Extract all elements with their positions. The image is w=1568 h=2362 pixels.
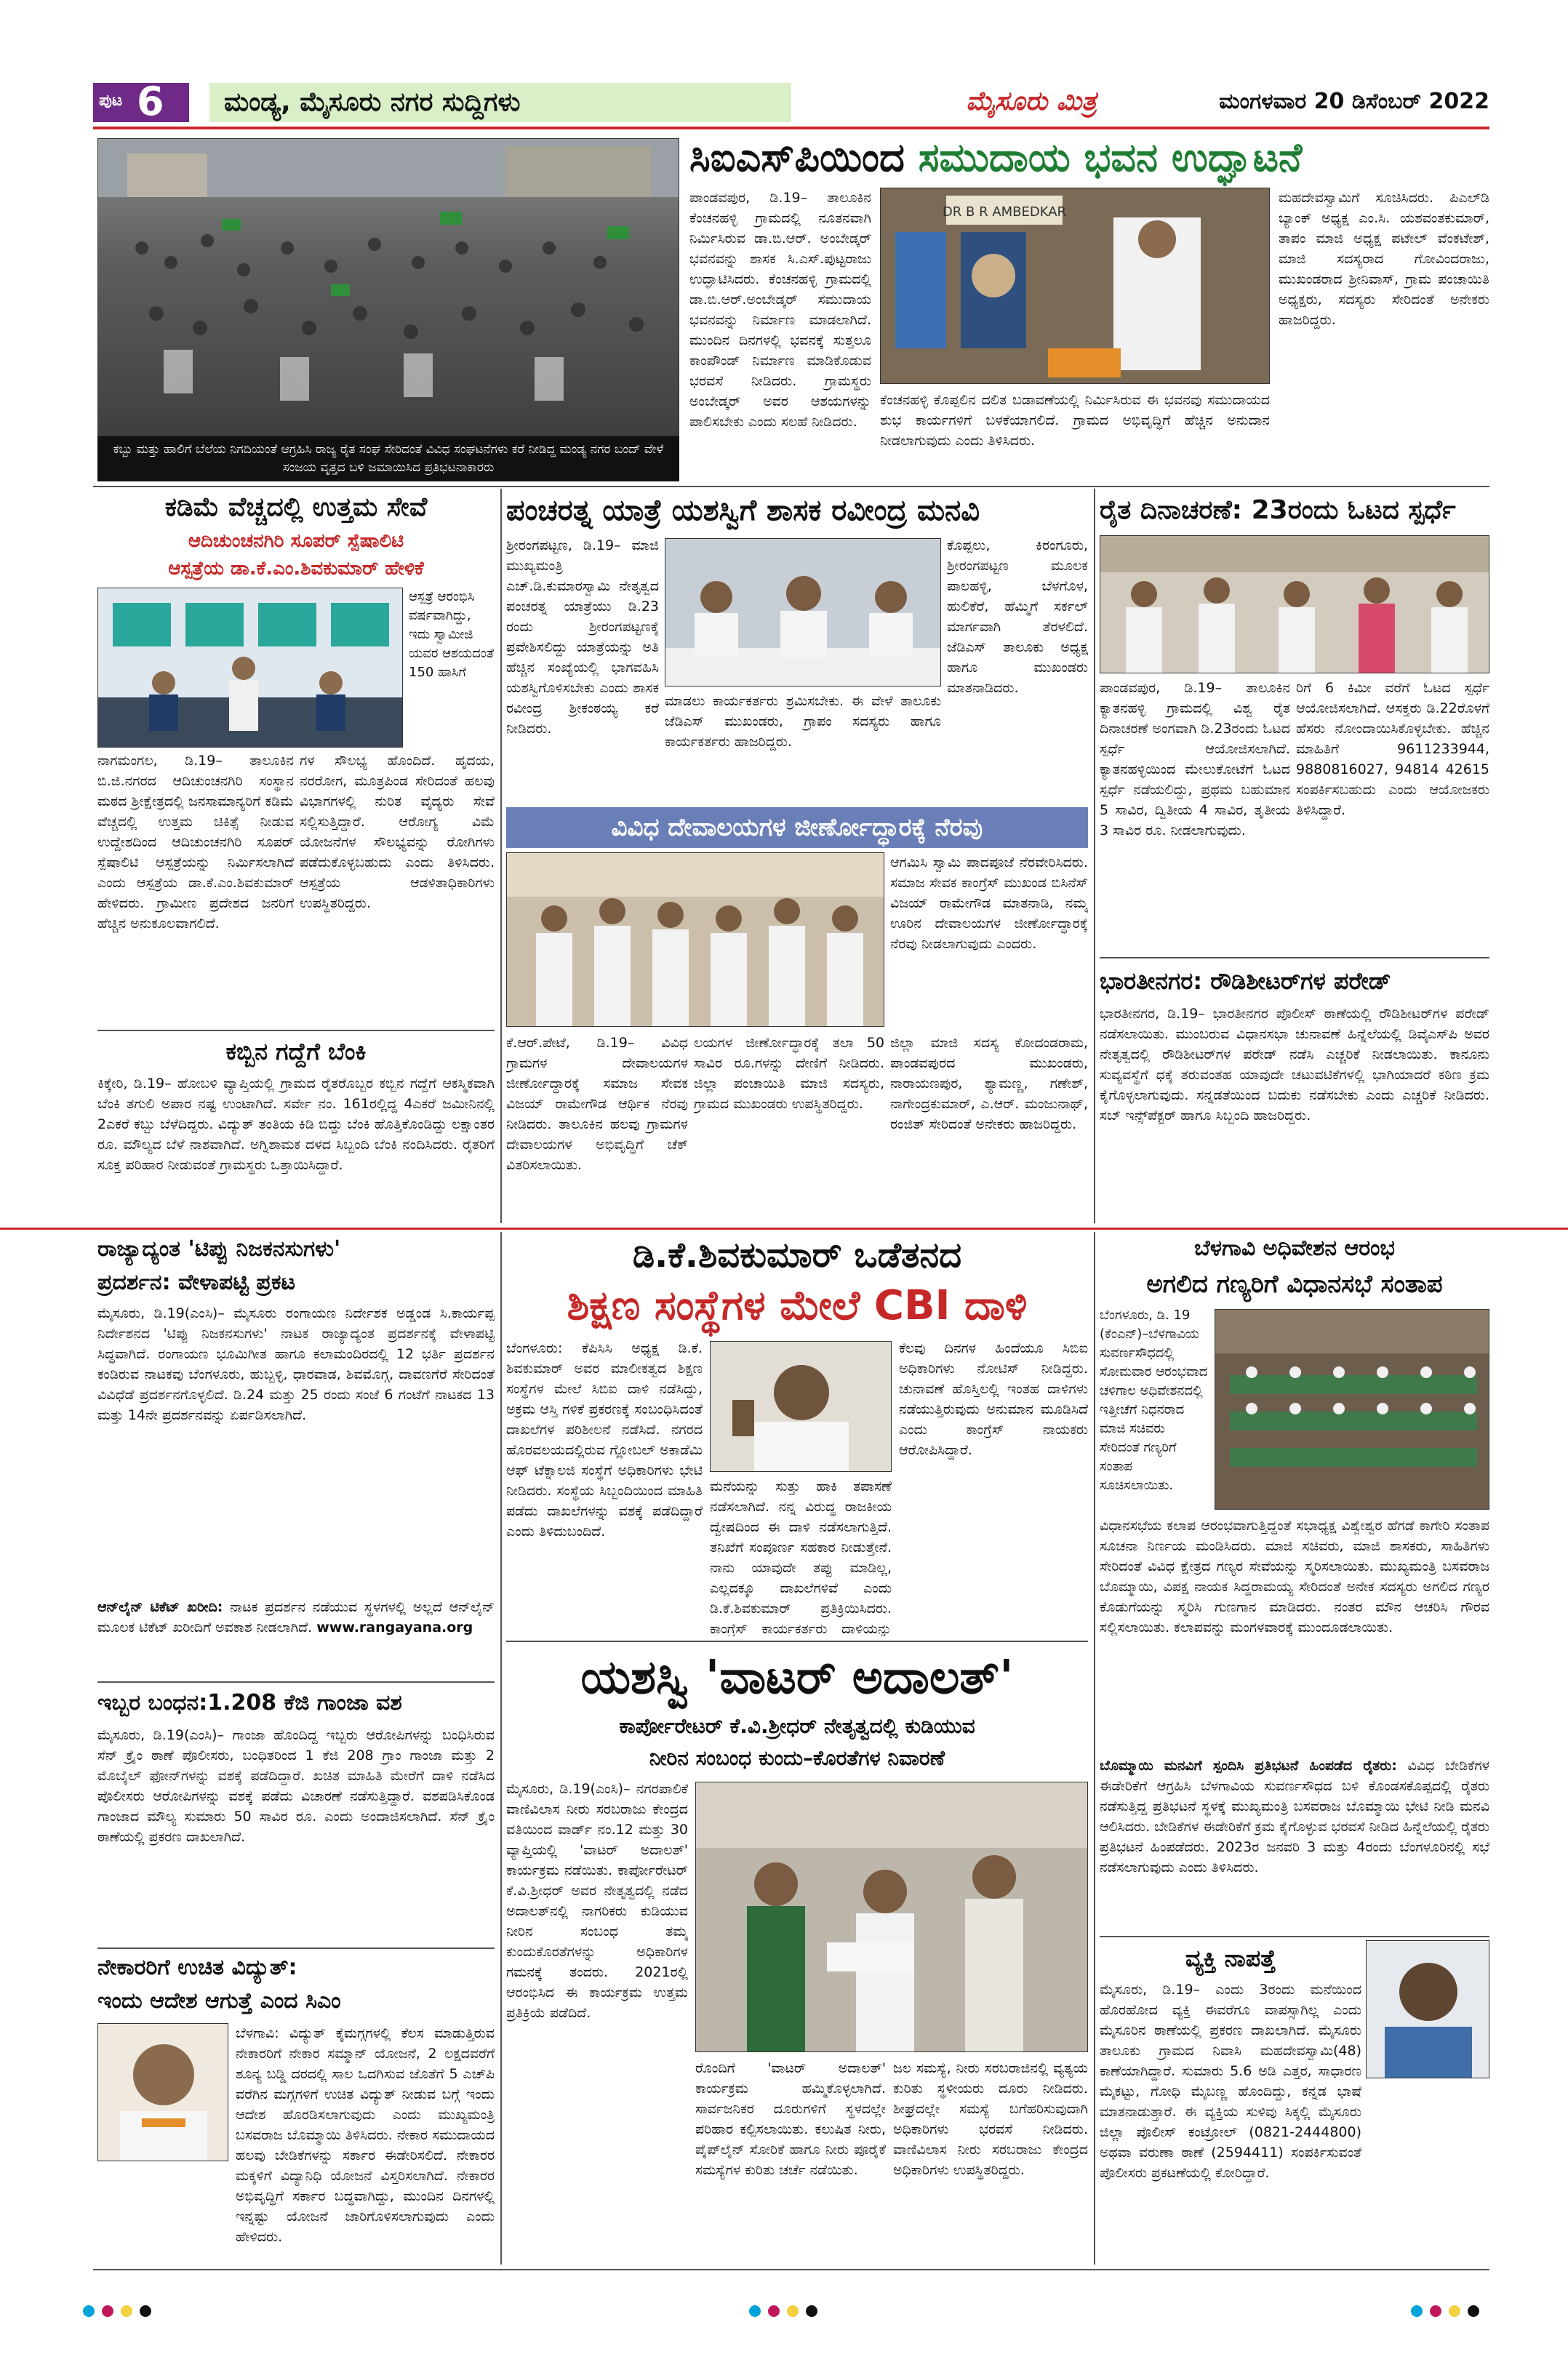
rule-v-c xyxy=(500,1232,502,2265)
dot-yellow xyxy=(787,2305,799,2317)
story9-headline: ಇಬ್ಬರ ಬಂಧನ:1.208 ಕೆಜಿ ಗಾಂಜಾ ವಶ xyxy=(97,1690,402,1716)
rule-mid-section xyxy=(0,1228,1568,1230)
story1-headline-a: ಸಿಐಎಸ್‌ಪಿಯಿಂದ xyxy=(689,135,905,180)
story4-col1: ಪಾಂಡವಪುರ, ಡಿ.19– ತಾಲೂಕಿನ ಕ್ಯಾತನಹಳ್ಳಿ ಗ್ರಾಮದಲ್ಲಿ ವಿಶ್ವ ರೈತ ದಿನಾಚರಣೆ ಅಂಗವಾಗಿ ಡಿ.23ರಂದು ಓಟದ ಸ್ಪರ್ಧೆ ಆಯೋಜಿಸಲಾಗಿದೆ. ಕ್ಯಾತನಹಳ್ಳಿಯಿಂದ ಮೇಲುಕೋಟೆಗೆ ಓಟದ ಸ್ಪರ್ಧೆ ನಡೆಯಲಿದ್ದು, ಪ್ರಥಮ ಬಹುಮಾನ 5 ಸಾವಿರ, ದ್ವಿತೀಯ 4 ಸಾವಿರ, ತೃತೀಯ 3 ಸಾವಿರ ರೂ. ನೀಡಲಾಗುವುದು. xyxy=(1100,680,1290,838)
crowd-image xyxy=(98,139,679,436)
dot-magenta xyxy=(102,2305,113,2317)
dot-black xyxy=(1468,2305,1479,2317)
story2-photo xyxy=(97,588,403,748)
dot-cyan xyxy=(1411,2305,1423,2317)
page-number-badge xyxy=(93,79,189,124)
story13-sub2: ನೀರಿನ ಸಂಬಂಧ ಕುಂದು–ಕೊರತೆಗಳ ನಿವಾರಣೆ xyxy=(649,1746,945,1770)
story9-body: ಮೈಸೂರು, ಡಿ.19(ಎಂಸಿ)– ಗಾಂಜಾ ಹೊಂದಿದ್ದ ಇಬ್ಬರು ಆರೋಪಿಗಳನ್ನು ಬಂಧಿಸಿರುವ ಸೆನ್ ಕ್ರೈಂ ಠಾಣೆ ಪೊಲೀಸರು, ಬಂಧಿತರಿಂದ 1 ಕೆಜಿ 208 ಗ್ರಾಂ ಗಾಂಜಾ ಮತ್ತು 2 ಮೊಬೈಲ್ ಫೋನ್‌ಗಳನ್ನು ವಶಕ್ಕೆ ಪಡೆದಿದ್ದಾರೆ. ಖಚಿತ ಮಾಹಿತಿ ಮೇರೆಗೆ ದಾಳಿ ನಡೆಸಿದ ಪೊಲೀಸರು ಆರೋಪಿಗಳನ್ನು ವಶಕ್ಕೆ ಪಡೆದು ವಿಚಾರಣೆ ನಡೆಸುತ್ತಿದ್ದಾರೆ. ವಶಪಡಿಸಿಕೊಂಡ ಗಾಂಜಾದ ಮೌಲ್ಯ ಸುಮಾರು 50 ಸಾವಿರ ರೂ. ಎಂದು ಅಂದಾಜಿಸಲಾಗಿದೆ. ಸೆನ್ ಕ್ರೈಂ ಠಾಣೆಯಲ್ಲಿ ಪ್ರಕರಣ ದಾಖಲಾಗಿದೆ. xyxy=(97,1727,495,1845)
ambedkar-portrait-image xyxy=(881,188,1270,384)
rule-v-b xyxy=(1094,489,1095,1223)
page-label: ಪುಟ xyxy=(99,92,123,110)
rule-story4-7 xyxy=(1100,957,1489,958)
story1-headline-b: ಸಮುದಾಯ ಭವನ ಉದ್ಘಾಟನೆ xyxy=(918,135,1303,180)
story12-bold-body: ವಿವಿಧ ಬೇಡಿಕೆಗಳ ಈಡೇರಿಕೆಗೆ ಆಗ್ರಹಿಸಿ ಬೆಳಗಾವಿಯ ಸುವರ್ಣಸೌಧದ ಬಳಿ ಕೊಂಡಸಕೊಪ್ಪದಲ್ಲಿ ರೈತರು ನಡೆಸುತ್ತಿದ್ದ ಪ್ರತಿಭಟನೆ ಸ್ಥಳಕ್ಕೆ ಮುಖ್ಯಮಂತ್ರಿ ಬಸವರಾಜ ಬೊಮ್ಮಾಯಿ ಭೇಟಿ ನೀಡಿ ಮನವಿ ಆಲಿಸಿದರು. ಬೇಡಿಕೆಗಳ ಈಡೇರಿಕೆಗೆ ಕ್ರಮ ಕೈಗೊಳ್ಳುವ ಭರವಸೆ ನೀಡಿದ ಹಿನ್ನೆಲೆಯಲ್ಲಿ ರೈತರು ಪ್ರತಿಭಟನೆ ಹಿಂಪಡೆದರು. 2023ರ ಜನವರಿ 3 ಮತ್ತು 4ರಂದು ಬೆಂಗಳೂರಿನಲ್ಲಿ ಸಭೆ ನಡೆಸಲಾಗುವುದು ಎಂದು ತಿಳಿಸಿದರು. xyxy=(1100,1758,1489,1875)
rule-story9-10 xyxy=(97,1947,495,1949)
story8-online xyxy=(97,1597,495,1677)
story10-headline-a: ನೇಕಾರರಿಗೆ ಉಚಿತ ವಿದ್ಯುತ್: xyxy=(97,1955,297,1980)
story12-body: ವಿಧಾನಸಭೆಯ ಕಲಾಪ ಆರಂಭವಾಗುತ್ತಿದ್ದಂತೆ ಸಭಾಧ್ಯಕ್ಷ ವಿಶ್ವೇಶ್ವರ ಹೆಗಡೆ ಕಾಗೇರಿ ಸಂತಾಪ ಸೂಚನಾ ನಿರ್ಣಯ ಮಂಡಿಸಿದರು. ಮಾಜಿ ಸಚಿವರು, ಮಾಜಿ ಶಾಸಕರು, ಸಾಹಿತಿಗಳು ಸೇರಿದಂತೆ ವಿವಿಧ ಕ್ಷೇತ್ರದ ಗಣ್ಯರ ಸೇವೆಯನ್ನು ಸ್ಮರಿಸಲಾಯಿತು. ಮುಖ್ಯಮಂತ್ರಿ ಬಸವರಾಜ ಬೊಮ್ಮಾಯಿ, ವಿಪಕ್ಷ ನಾಯಕ ಸಿದ್ದರಾಮಯ್ಯ ಸೇರಿದಂತೆ ಅನೇಕ ಸದಸ್ಯರು ಅಗಲಿದ ಗಣ್ಯರ ಕೊಡುಗೆಯನ್ನು ಸ್ಮರಿಸಿ ಗುಣಗಾನ ಮಾಡಿದರು. ನಂತರ ಮೌನ ಆಚರಿಸಿ ಗೌರವ ಸಲ್ಲಿಸಲಾಯಿತು. ಕಲಾಪವನ್ನು ಮಂಗಳವಾರಕ್ಕೆ ಮುಂದೂಡಲಾಯಿತು. xyxy=(1100,1518,1489,1636)
issue-date: ಮಂಗಳವಾರ 20 ಡಿಸೆಂಬರ್ 2022 xyxy=(1219,89,1489,114)
story14-headline: ವ್ಯಕ್ತಿ ನಾಪತ್ತೆ xyxy=(1185,1945,1276,1972)
story11-col3: ಕೆಲವು ದಿನಗಳ ಹಿಂದೆಯೂ ಸಿಬಿಐ ಅಧಿಕಾರಿಗಳು ನೋಟಿಸ್ ನೀಡಿದ್ದರು. ಚುನಾವಣೆ ಹೊಸ್ತಿಲಲ್ಲಿ ಇಂತಹ ದಾಳಿಗಳು ನಡೆಯುತ್ತಿರುವುದು ಅನುಮಾನ ಮೂಡಿಸಿದೆ ಎಂದು ಕಾಂಗ್ರೆಸ್ ನಾಯಕರು ಆರೋಪಿಸಿದ್ದಾರೆ. xyxy=(899,1340,1088,1458)
story2-sub2: ಆಸ್ಪತ್ರೆಯ ಡಾ.ಕೆ.ಎಂ.ಶಿವಕುಮಾರ್ ಹೇಳಿಕೆ xyxy=(168,558,424,580)
section-title: ಮಂಡ್ಯ, ಮೈಸೂರು ನಗರ ಸುದ್ದಿಗಳು xyxy=(209,83,791,122)
story4-col2: ರಿಗೆ 6 ಕಿಮೀ ವರೆಗೆ ಓಟದ ಸ್ಪರ್ಧೆ ಆಯೋಜಿಸಲಾಗಿದೆ. ಆಸಕ್ತರು ಡಿ.22ರೊಳಗೆ ಹೆಸರು ನೋಂದಾಯಿಸಿಕೊಳ್ಳಬೇಕು. ಹೆಚ್ಚಿನ ಮಾಹಿತಿಗೆ 9611233944, 9880816027, 94814 42615 ಸಂಪರ್ಕಿಸಬಹುದು ಎಂದು ಆಯೋಜಕರು ತಿಳಿಸಿದ್ದಾರೆ. xyxy=(1296,680,1489,818)
page-number: 6 xyxy=(137,79,164,124)
story14-body: ಮೈಸೂರು, ಡಿ.19– ಎಂದು 3ರಂದು ಮನೆಯಿಂದ ಹೊರಹೋದ ವ್ಯಕ್ತಿ ಈವರೆಗೂ ವಾಪಸ್ಸಾಗಿಲ್ಲ ಎಂದು ಮೈಸೂರಿನ ಠಾಣೆಯಲ್ಲಿ ಪ್ರಕರಣ ದಾಖಲಾಗಿದೆ. ಮೈಸೂರು ತಾಲೂಕು ಗ್ರಾಮದ ನಿವಾಸಿ ಮಹದೇವಸ್ವಾಮಿ(48) ಕಾಣೆಯಾಗಿದ್ದಾರೆ. ಸುಮಾರು 5.6 ಅಡಿ ಎತ್ತರ, ಸಾಧಾರಣ ಮೈಕಟ್ಟು, ಗೋಧಿ ಮೈಬಣ್ಣ ಹೊಂದಿದ್ದು, ಕನ್ನಡ ಭಾಷೆ ಮಾತನಾಡುತ್ತಾರೆ. ಈ ವ್ಯಕ್ತಿಯ ಸುಳಿವು ಸಿಕ್ಕಲ್ಲಿ ಮೈಸೂರು ಜಿಲ್ಲಾ ಪೊಲೀಸ್ ಕಂಟ್ರೋಲ್ (0821-2444800) ಅಥವಾ ವರುಣಾ ಠಾಣೆ (2594411) ಸಂಪರ್ಕಿಸುವಂತೆ ಪೊಲೀಸರು ಪ್ರಕಟಣೆಯಲ್ಲಿ ಕೋರಿದ್ದಾರೆ. xyxy=(1100,1982,1361,2181)
story7-headline: ಭಾರತೀನಗರ: ರೌಡಿಶೀಟರ್‌ಗಳ ಪರೇಡ್ xyxy=(1100,967,1391,995)
story1-photo-sign: DR B R AMBEDKAR xyxy=(942,204,1067,220)
story5-col1: ಕೆ.ಆರ್.ಪೇಟೆ, ಡಿ.19– ವಿವಿಧ ಗ್ರಾಮಗಳ ದೇವಾಲಯಗಳ ಜೀರ್ಣೋದ್ಧಾರಕ್ಕೆ ಸಮಾಜ ಸೇವಕ ವಿಜಯ್ ರಾಮೇಗೌಡ ಆರ್ಥಿಕ ನೆರವು ನೀಡಿದರು. ತಾಲೂಕಿನ ಹಲವು ಗ್ರಾಮಗಳ ದೇವಾಲಯಗಳ ಅಭಿವೃದ್ಧಿಗೆ ಚೆಕ್ ವಿತರಿಸಲಾಯಿತು. xyxy=(506,1035,688,1173)
story5-col3: ಜಿಲ್ಲಾ ಮಾಜಿ ಸದಸ್ಯ ಕೋದಂಡರಾಮ, ಪಾಂಡವಪುರದ ಮುಖಂಡರು, ನಾರಾಯಣಪುರ, ಶ್ಯಾಮಣ್ಣ, ಗಣೇಶ್, ನಾಗೇಂದ್ರಕುಮಾರ್, ಎ.ಆರ್. ಮಂಜುನಾಥ್, ರಂಜಿತ್ ಸೇರಿದಂತೆ ಅನೇಕರು ಹಾಜರಿದ್ದರು. xyxy=(890,1035,1088,1132)
story6-body: ಕಿಕ್ಕೇರಿ, ಡಿ.19– ಹೋಬಳಿ ವ್ಯಾಪ್ತಿಯಲ್ಲಿ ಗ್ರಾಮದ ರೈತರೊಬ್ಬರ ಕಬ್ಬಿನ ಗದ್ದೆಗೆ ಆಕಸ್ಮಿಕವಾಗಿ ಬೆಂಕಿ ತಗುಲಿ ಅಪಾರ ನಷ್ಟ ಉಂಟಾಗಿದೆ. ಸರ್ವೇ ನಂ. 161ರಲ್ಲಿದ್ದ 4ಎಕರೆ ಜಮೀನಿನಲ್ಲಿ 2ಎಕರೆ ಕಬ್ಬು ಬೆಳೆದಿದ್ದರು. ವಿದ್ಯುತ್ ತಂತಿಯ ಕಿಡಿ ಬಿದ್ದು ಬೆಂಕಿ ಹೊತ್ತಿಕೊಂಡಿದ್ದು ಲಕ್ಷಾಂತರ ರೂ. ಮೌಲ್ಯದ ಬೆಳೆ ನಾಶವಾಗಿದೆ. ಅಗ್ನಿಶಾಮಕ ದಳದ ಸಿಬ್ಬಂದಿ ಬೆಂಕಿ ನಂದಿಸಿದರು. ರೈತರಿಗೆ ಸೂಕ್ತ ಪರಿಹಾರ ನೀಡುವಂತೆ ಗ್ರಾಮಸ್ಥರು ಒತ್ತಾಯಿಸಿದ್ದಾರೆ. xyxy=(97,1076,495,1173)
dot-black xyxy=(806,2305,817,2317)
story8-headline-b: ಪ್ರದರ್ಶನ: ವೇಳಾಪಟ್ಟಿ ಪ್ರಕಟ xyxy=(97,1270,296,1295)
story11-headline-a: ಡಿ.ಕೆ.ಶಿವಕುಮಾರ್ ಒಡೆತನದ xyxy=(632,1235,962,1276)
story11-col1: ಬೆಂಗಳೂರು: ಕೆಪಿಸಿಸಿ ಅಧ್ಯಕ್ಷ ಡಿ.ಕೆ. ಶಿವಕುಮಾರ್ ಅವರ ಮಾಲೀಕತ್ವದ ಶಿಕ್ಷಣ ಸಂಸ್ಥೆಗಳ ಮೇಲೆ ಸಿಬಿಐ ದಾಳಿ ನಡೆಸಿದ್ದು, ಅಕ್ರಮ ಆಸ್ತಿ ಗಳಿಕೆ ಪ್ರಕರಣಕ್ಕೆ ಸಂಬಂಧಿಸಿದಂತೆ ದಾಖಲೆಗಳ ಪರಿಶೀಲನೆ ನಡೆಸಿದೆ. ನಗರದ ಹೊರವಲಯದಲ್ಲಿರುವ ಗ್ಲೋಬಲ್ ಅಕಾಡೆಮಿ ಆಫ್ ಟೆಕ್ನಾಲಜಿ ಸಂಸ್ಥೆಗೆ ಅಧಿಕಾರಿಗಳು ಭೇಟಿ ನೀಡಿದರು. ಸಂಸ್ಥೆಯ ಸಿಬ್ಬಂದಿಯಿಂದ ಮಾಹಿತಿ ಪಡೆದು ದಾಖಲೆಗಳನ್ನು ವಶಕ್ಕೆ ಪಡೆದಿದ್ದಾರೆ ಎಂದು ತಿಳಿದುಬಂದಿದೆ. xyxy=(506,1340,703,1540)
hospital-event-image xyxy=(98,588,403,748)
story10-body: ಬೆಳಗಾವಿ: ವಿದ್ಯುತ್ ಕೈಮಗ್ಗಗಳಲ್ಲಿ ಕೆಲಸ ಮಾಡುತ್ತಿರುವ ನೇಕಾರರಿಗೆ ನೇಕಾರ ಸಮ್ಮಾನ್ ಯೋಜನೆ, 2 ಲಕ್ಷದವರೆಗೆ ಶೂನ್ಯ ಬಡ್ಡಿ ದರದಲ್ಲಿ ಸಾಲ ಒದಗಿಸುವ ಜೊತೆಗೆ 5 ಎಚ್‌ಪಿ ವರೆಗಿನ ಮಗ್ಗಗಳಿಗೆ ಉಚಿತ ವಿದ್ಯುತ್ ನೀಡುವ ಬಗ್ಗೆ ಇಂದು ಆದೇಶ ಹೊರಡಿಸಲಾಗುವುದು ಎಂದು ಮುಖ್ಯಮಂತ್ರಿ ಬಸವರಾಜ ಬೊಮ್ಮಾಯಿ ತಿಳಿಸಿದರು. ನೇಕಾರ ಸಮುದಾಯದ ಹಲವು ಬೇಡಿಕೆಗಳನ್ನು ಸರ್ಕಾರ ಈಡೇರಿಸಲಿದೆ. ನೇಕಾರರ ಮಕ್ಕಳಿಗೆ ವಿದ್ಯಾನಿಧಿ ಯೋಜನೆ ವಿಸ್ತರಿಸಲಾಗಿದೆ. ನೇಕಾರರ ಅಭಿವೃದ್ಧಿಗೆ ಸರ್ಕಾರ ಬದ್ಧವಾಗಿದ್ದು, ಮುಂದಿನ ದಿನಗಳಲ್ಲಿ ಇನ್ನಷ್ಟು ಯೋಜನೆ ಜಾರಿಗೊಳಿಸಲಾಗುವುದು ಎಂದು ಹೇಳಿದರು. xyxy=(236,2025,495,2245)
dot-magenta xyxy=(1430,2305,1441,2317)
rule-v-d xyxy=(1094,1232,1095,2265)
story1-photo xyxy=(880,188,1270,384)
story12-farmers xyxy=(1100,1756,1489,1930)
story5-photo xyxy=(506,852,884,1027)
rule-story2-6 xyxy=(97,1030,495,1031)
story8-url-link[interactable]: www.rangayana.org xyxy=(316,1620,473,1636)
story6-headline: ಕಬ್ಬಿನ ಗದ್ದೆಗೆ ಬೆಂಕಿ xyxy=(225,1038,367,1065)
story12-bold-label: ಬೊಮ್ಮಾಯಿ ಮನವಿಗೆ ಸ್ಪಂದಿಸಿ ಪ್ರತಿಭಟನೆ ಹಿಂಪಡೆದ ರೈತರು: xyxy=(1100,1758,1397,1774)
rule-bottom xyxy=(93,2269,1489,2270)
story7-body: ಭಾರತೀನಗರ, ಡಿ.19– ಭಾರತೀನಗರ ಪೊಲೀಸ್ ಠಾಣೆಯಲ್ಲಿ ರೌಡಿಶೀಟರ್‌ಗಳ ಪರೇಡ್ ನಡೆಸಲಾಯಿತು. ಮುಂಬರುವ ವಿಧಾನಸಭಾ ಚುನಾವಣೆ ಹಿನ್ನೆಲೆಯಲ್ಲಿ ಡಿವೈಎಸ್‌ಪಿ ಅವರ ನೇತೃತ್ವದಲ್ಲಿ ರೌಡಿಶೀಟರ್‌ಗಳ ಪರೇಡ್ ನಡೆಸಿ ಎಚ್ಚರಿಕೆ ನೀಡಲಾಯಿತು. ಕಾನೂನು ಸುವ್ಯವಸ್ಥೆಗೆ ಧಕ್ಕೆ ತರುವಂತಹ ಯಾವುದೇ ಚಟುವಟಿಕೆಗಳಲ್ಲಿ ಭಾಗಿಯಾದರೆ ಕಠಿಣ ಕ್ರಮ ಕೈಗೊಳ್ಳಲಾಗುವುದು. ಸನ್ನಡತೆಯಿಂದ ಬದುಕು ನಡೆಸಬೇಕು ಎಂದು ಎಚ್ಚರಿಕೆ ನೀಡಿದರು. ಸಬ್ ಇನ್ಸ್‌ಪೆಕ್ಟರ್ ಹಾಗೂ ಸಿಬ್ಬಂದಿ ಹಾಜರಿದ್ದರು. xyxy=(1100,1006,1489,1124)
story2-col2: ಗಳ ಸೌಲಭ್ಯ ಹೊಂದಿದೆ. ಹೃದಯ, ನರರೋಗ, ಮೂತ್ರಪಿಂಡ ಸೇರಿದಂತೆ ಹಲವು ವಿಭಾಗಗಳಲ್ಲಿ ನುರಿತ ವೈದ್ಯರು ಸೇವೆ ಸಲ್ಲಿಸುತ್ತಿದ್ದಾರೆ. ಆರೋಗ್ಯ ವಿಮೆ ಯೋಜನೆಗಳ ಸೌಲಭ್ಯವನ್ನು ರೋಗಿಗಳು ಪಡೆದುಕೊಳ್ಳಬಹುದು ಎಂದು ತಿಳಿಸಿದರು. ಆಸ್ಪತ್ರೆಯ ಆಡಳಿತಾಧಿಕಾರಿಗಳು ಉಪಸ್ಥಿತರಿದ್ದರು. xyxy=(300,753,495,911)
story13-col2: ರೊಂದಿಗೆ 'ವಾಟರ್ ಅದಾಲತ್' ಕಾರ್ಯಕ್ರಮ ಹಮ್ಮಿಕೊಳ್ಳಲಾಗಿದೆ. ಸಾರ್ವಜನಿಕರ ದೂರುಗಳಿಗೆ ಸ್ಥಳದಲ್ಲೇ ಪರಿಹಾರ ಕಲ್ಪಿಸಲಾಯಿತು. ಕಲುಷಿತ ನೀರು, ಪೈಪ್‌ಲೈನ್ ಸೋರಿಕೆ ಹಾಗೂ ನೀರು ಪೂರೈಕೆ ಸಮಸ್ಯೆಗಳ ಕುರಿತು ಚರ್ಚೆ ನಡೆಯಿತು. xyxy=(695,2060,886,2178)
story3-lead: ಶ್ರೀರಂಗಪಟ್ಟಣ, ಡಿ.19– ಮಾಜಿ ಮುಖ್ಯಮಂತ್ರಿ ಎಚ್.ಡಿ.ಕುಮಾರಸ್ವಾಮಿ ನೇತೃತ್ವದ ಪಂಚರತ್ನ ಯಾತ್ರೆಯು ಡಿ.23 ರಂದು ಶ್ರೀರಂಗಪಟ್ಟಣಕ್ಕೆ ಪ್ರವೇಶಿಸಲಿದ್ದು ಯಾತ್ರೆಯನ್ನು ಅತಿ ಹೆಚ್ಚಿನ ಸಂಖ್ಯೆಯಲ್ಲಿ ಭಾಗವಹಿಸಿ ಯಶಸ್ವಿಗೊಳಿಸಬೇಕು ಎಂದು ಶಾಸಕ ರವೀಂದ್ರ ಶ್ರೀಕಂಠಯ್ಯ ಕರೆ ನೀಡಿದರು. xyxy=(506,537,659,737)
rule-top-section xyxy=(93,486,1489,487)
story10-headline-b: ಇಂದು ಆದೇಶ ಆಗುತ್ತೆ ಎಂದ ಸಿಎಂ xyxy=(97,1988,341,2014)
story11-photo xyxy=(710,1341,892,1472)
masthead xyxy=(93,80,1489,125)
story2-col1: ನಾಗಮಂಗಲ, ಡಿ.19– ತಾಲೂಕಿನ ಬಿ.ಜಿ.ನಗರದ ಆದಿಚುಂಚನಗಿರಿ ಸಂಸ್ಥಾನ ಮಠದ ಶ್ರೀಕ್ಷೇತ್ರದಲ್ಲಿ ಜನಸಾಮಾನ್ಯರಿಗೆ ಕಡಿಮೆ ವೆಚ್ಚದಲ್ಲಿ ಉತ್ತಮ ಚಿಕಿತ್ಸೆ ನೀಡುವ ಉದ್ದೇಶದಿಂದ ಆದಿಚುಂಚನಗಿರಿ ಸೂಪರ್ ಸ್ಪೆಷಾಲಿಟಿ ಆಸ್ಪತ್ರೆಯನ್ನು ನಿರ್ಮಿಸಲಾಗಿದೆ ಎಂದು ಆಸ್ಪತ್ರೆಯ ಡಾ.ಕೆ.ಎಂ.ಶಿವಕುಮಾರ್ ಹೇಳಿದರು. ಗ್ರಾಮೀಣ ಪ್ರದೇಶದ ಜನರಿಗೆ ಹೆಚ್ಚಿನ ಅನುಕೂಲವಾಗಲಿದೆ. xyxy=(97,753,294,932)
story5-side: ಆಗಮಿಸಿ ಸ್ವಾಮಿ ಪಾದಪೂಜೆ ನೆರವೇರಿಸಿದರು. ಸಮಾಜ ಸೇವಕ ಕಾಂಗ್ರೆಸ್ ಮುಖಂಡ ಬಿಸಿನೆಸ್ ವಿಜಯ್ ರಾಮೇಗೌಡ ಮಾತನಾಡಿ, ನಮ್ಮ ಊರಿನ ದೇವಾಲಯಗಳ ಜೀರ್ಣೋದ್ಧಾರಕ್ಕೆ ನೆರವು ನೀಡಲಾಗುವುದು ಎಂದರು. xyxy=(890,854,1088,952)
dk-shivakumar-image xyxy=(711,1342,892,1472)
story8-online-label: ಆನ್‌ಲೈನ್ ಟಿಕೆಟ್ ಖರೀದಿ: xyxy=(97,1599,223,1615)
story11-col2: ಮನೆಯನ್ನು ಸುತ್ತು ಹಾಕಿ ತಪಾಸಣೆ ನಡೆಸಲಾಗಿದೆ. ನನ್ನ ವಿರುದ್ಧ ರಾಜಕೀಯ ದ್ವೇಷದಿಂದ ಈ ದಾಳಿ ನಡೆಸಲಾಗುತ್ತಿದೆ. ತನಿಖೆಗೆ ಸಂಪೂರ್ಣ ಸಹಕಾರ ನೀಡುತ್ತೇನೆ. ನಾನು ಯಾವುದೇ ತಪ್ಪು ಮಾಡಿಲ್ಲ, ಎಲ್ಲದಕ್ಕೂ ದಾಖಲೆಗಳಿವೆ ಎಂದು ಡಿ.ಕೆ.ಶಿವಕುಮಾರ್ ಪ್ರತಿಕ್ರಿಯಿಸಿದರು. ಕಾಂಗ್ರೆಸ್ ಕಾರ್ಯಕರ್ತರು ದಾಳಿಯನ್ನು xyxy=(710,1478,892,1636)
story5-headline: ವಿವಿಧ ದೇವಾಲಯಗಳ ಜೀರ್ಣೋದ್ಧಾರಕ್ಕೆ ನೆರವು xyxy=(506,807,1088,848)
assembly-session-image xyxy=(1215,1310,1489,1510)
dot-black xyxy=(140,2305,151,2317)
masthead-rule xyxy=(93,127,1489,129)
story13-col1: ಮೈಸೂರು, ಡಿ.19(ಎಂಸಿ)– ನಗರಪಾಲಿಕೆ ವಾಣಿವಿಲಾಸ ನೀರು ಸರಬರಾಜು ಕೇಂದ್ರದ ವತಿಯಿಂದ ವಾರ್ಡ್ ನಂ.12 ಮತ್ತು 30 ವ್ಯಾಪ್ತಿಯಲ್ಲಿ 'ವಾಟರ್ ಅದಾಲತ್' ಕಾರ್ಯಕ್ರಮ ನಡೆಯಿತು. ಕಾರ್ಪೋರೇಟರ್ ಕೆ.ವಿ.ಶ್ರೀಧರ್ ಅವರ ನೇತೃತ್ವದಲ್ಲಿ ನಡೆದ ಅದಾಲತ್‌ನಲ್ಲಿ ನಾಗರಿಕರು ಕುಡಿಯುವ ನೀರಿನ ಸಂಬಂಧ ತಮ್ಮ ಕುಂದುಕೊರತೆಗಳನ್ನು ಅಧಿಕಾರಿಗಳ ಗಮನಕ್ಕೆ ತಂದರು. 2021ರಲ್ಲಿ ಆರಂಭಿಸಿದ ಈ ಕಾರ್ಯಕ್ರಮ ಉತ್ತಮ ಪ್ರತಿಕ್ರಿಯೆ ಪಡೆದಿದೆ. xyxy=(506,1781,688,2021)
story12-photo xyxy=(1215,1309,1489,1510)
story12-headline-a: ಬೆಳಗಾವಿ ಅಧಿವೇಶನ ಆರಂಭ xyxy=(1194,1236,1395,1261)
dot-cyan xyxy=(749,2305,761,2317)
story4-headline: ರೈತ ದಿನಾಚರಣೆ: 23ರಂದು ಓಟದ ಸ್ಪರ್ಧೆ xyxy=(1100,495,1456,525)
story12-headline-b: ಅಗಲಿದ ಗಣ್ಯರಿಗೆ ವಿಧಾನಸಭೆ ಸಂತಾಪ xyxy=(1146,1270,1443,1299)
rule-v-a xyxy=(500,489,502,1223)
story3-col2: ಮಾಡಲು ಕಾರ್ಯಕರ್ತರು ಶ್ರಮಿಸಬೇಕು. ಈ ವೇಳೆ ತಾಲೂಕು ಜೆಡಿಎಸ್ ಮುಖಂಡರು, ಗ್ರಾಪಂ ಸದಸ್ಯರು ಹಾಗೂ ಕಾರ್ಯಕರ್ತರು ಹಾಜರಿದ್ದರು. xyxy=(665,693,941,750)
dot-yellow xyxy=(121,2305,132,2317)
story1-headline xyxy=(689,132,1489,183)
temple-donation-image xyxy=(507,853,884,1027)
farmers-meeting-image xyxy=(1100,536,1489,673)
rule-story8-9 xyxy=(97,1681,495,1683)
story2-side: ಆಸ್ಪತ್ರೆ ಆರಂಭಿಸಿ ವರ್ಷವಾಗಿದ್ದು, ಇದು ಸ್ವಾಮೀಜಿ ಯವರ ಆಶಯದಂತೆ 150 ಹಾಸಿಗೆ xyxy=(409,589,494,680)
story1-col3: ಮಹದೇವಸ್ವಾಮಿಗೆ ಸೂಚಿಸಿದರು. ಪಿಎಲ್‌ಡಿ ಬ್ಯಾಂಕ್ ಅಧ್ಯಕ್ಷ ಎಂ.ಸಿ. ಯಶವಂತಕುಮಾರ್, ತಾಪಂ ಮಾಜಿ ಅಧ್ಯಕ್ಷ ಪಟೇಲ್ ವೆಂಕಟೇಶ್, ಮಾಜಿ ಸದಸ್ಯರಾದ ಗೋವಿಂದರಾಜು, ಮುಖಂಡರಾದ ಶ್ರೀನಿವಾಸ್, ಗ್ರಾಮ ಪಂಚಾಯಿತಿ ಅಧ್ಯಕ್ಷರು, ಸದಸ್ಯರು ಸೇರಿದಂತೆ ಅನೇಕರು ಹಾಜರಿದ್ದರು. xyxy=(1279,190,1489,328)
story1-col2: ಕೆಂಚನಹಳ್ಳಿ ಕೊಪ್ಪಲಿನ ದಲಿತ ಬಡಾವಣೆಯಲ್ಲಿ ನಿರ್ಮಿಸಿರುವ ಈ ಭವನವು ಸಮುದಾಯದ ಶುಭ ಕಾರ್ಯಗಳಿಗೆ ಬಳಕೆಯಾಗಲಿದೆ. ಗ್ರಾಮದ ಅಭಿವೃದ್ಧಿಗೆ ಹೆಚ್ಚಿನ ಅನುದಾನ ನೀಡಲಾಗುವುದು ಎಂದು ತಿಳಿಸಿದರು. xyxy=(880,392,1270,449)
story13-sub1: ಕಾರ್ಪೋರೇಟರ್ ಕೆ.ವಿ.ಶ್ರೀಧರ್ ನೇತೃತ್ವದಲ್ಲಿ ಕುಡಿಯುವ xyxy=(619,1714,975,1738)
dot-magenta xyxy=(768,2305,780,2317)
story13-headline: ಯಶಸ್ವಿ 'ವಾಟರ್ ಅದಾಲತ್' xyxy=(580,1651,1014,1705)
story1-col1: ಪಾಂಡವಪುರ, ಡಿ.19– ತಾಲೂಕಿನ ಕೆಂಚನಹಳ್ಳಿ ಗ್ರಾಮದಲ್ಲಿ ನೂತನವಾಗಿ ನಿರ್ಮಿಸಿರುವ ಡಾ.ಬಿ.ಆರ್. ಅಂಬೇಡ್ಕರ್ ಭವನವನ್ನು ಶಾಸಕ ಸಿ.ಎಸ್.ಪುಟ್ಟರಾಜು ಉದ್ಘಾಟಿಸಿದರು. ಕೆಂಚನಹಳ್ಳಿ ಗ್ರಾಮದಲ್ಲಿ ಡಾ.ಬಿ.ಆರ್.ಅಂಬೇಡ್ಕರ್ ಸಮುದಾಯ ಭವನವನ್ನು ನಿರ್ಮಾಣ ಮಾಡಲಾಗಿದೆ. ಮುಂದಿನ ದಿನಗಳಲ್ಲಿ ಭವನಕ್ಕೆ ಸುತ್ತಲೂ ಕಾಂಪೌಂಡ್ ನಿರ್ಮಾಣ ಮಾಡಿಕೊಡುವ ಭರವಸೆ ನೀಡಿದರು. ಗ್ರಾಮಸ್ಥರು ಅಂಬೇಡ್ಕರ್ ಅವರ ಆಶಯಗಳನ್ನು ಪಾಲಿಸಬೇಕು ಎಂದು ಸಲಹೆ ನೀಡಿದರು. xyxy=(689,190,871,430)
rule-story12-14 xyxy=(1100,1936,1489,1937)
story3-photo xyxy=(665,538,941,686)
story13-col3: ಜಲ ಸಮಸ್ಯೆ, ನೀರು ಸರಬರಾಜಿನಲ್ಲಿ ವ್ಯತ್ಯಯ ಕುರಿತು ಸ್ಥಳೀಯರು ದೂರು ನೀಡಿದರು. ಶೀಘ್ರದಲ್ಲೇ ಸಮಸ್ಯೆ ಬಗೆಹರಿಸುವುದಾಗಿ ಅಧಿಕಾರಿಗಳು ಭರವಸೆ ನೀಡಿದರು. ವಾಣಿವಿಲಾಸ ನೀರು ಸರಬರಾಜು ಕೇಂದ್ರದ ಅಧಿಕಾರಿಗಳು ಉಪಸ್ಥಿತರಿದ್ದರು. xyxy=(893,2060,1088,2178)
story13-photo xyxy=(695,1782,1088,2052)
water-adalat-image xyxy=(696,1782,1088,2052)
story3-col1: ಕೊಪ್ಪಲು, ಕಿರಂಗೂರು, ಶ್ರೀರಂಗಪಟ್ಟಣ ಮೂಲಕ ಪಾಲಹಳ್ಳಿ, ಬೆಳಗೊಳ, ಹುಲಿಕೆರೆ, ಹೆಮ್ಮಿಗೆ ಸರ್ಕಲ್ ಮಾರ್ಗವಾಗಿ ತೆರಳಲಿದೆ. ಜೆಡಿಎಸ್ ತಾಲೂಕು ಅಧ್ಯಕ್ಷ ಹಾಗೂ ಮುಖಂಡರು ಮಾತನಾಡಿದರು. xyxy=(947,537,1088,696)
story3-headline: ಪಂಚರತ್ನ ಯಾತ್ರೆ ಯಶಸ್ವಿಗೆ ಶಾಸಕ ರವೀಂದ್ರ ಮನವಿ xyxy=(506,494,980,527)
rule-story11-13 xyxy=(506,1641,1088,1642)
story5-col2: ಲಯಗಳ ಜೀರ್ಣೋದ್ಧಾರಕ್ಕೆ ತಲಾ 50 ಸಾವಿರ ರೂ.ಗಳನ್ನು ದೇಣಿಗೆ ನೀಡಿದರು. ಜಿಲ್ಲಾ ಪಂಚಾಯಿತಿ ಮಾಜಿ ಸದಸ್ಯರು, ಗ್ರಾಮದ ಮುಖಂಡರು ಉಪಸ್ಥಿತರಿದ್ದರು. xyxy=(694,1035,884,1112)
dot-yellow xyxy=(1449,2305,1460,2317)
lead-protest-photo xyxy=(97,138,679,436)
story8-headline-a: ರಾಜ್ಯಾದ್ಯಂತ 'ಟಿಪ್ಪು ನಿಜಕನಸುಗಳು' xyxy=(97,1236,341,1262)
story8-body: ಮೈಸೂರು, ಡಿ.19(ಎಂಸಿ)– ಮೈಸೂರು ರಂಗಾಯಣ ನಿರ್ದೇಶಕ ಅಡ್ಡಂಡ ಸಿ.ಕಾರ್ಯಪ್ಪ ನಿರ್ದೇಶನದ 'ಟಿಪ್ಪು ನಿಜಕನಸುಗಳು' ನಾಟಕ ರಾಜ್ಯಾದ್ಯಂತ ಪ್ರದರ್ಶನಕ್ಕೆ ವೇಳಾಪಟ್ಟಿ ಸಿದ್ಧವಾಗಿದೆ. ರಂಗಾಯಣ ಭೂಮಿಗೀತ ಹಾಗೂ ಕಲಾಮಂದಿರದಲ್ಲಿ 12 ಭರ್ತಿ ಪ್ರದರ್ಶನ ಕಂಡಿರುವ ನಾಟಕವು ಬೆಂಗಳೂರು, ಹುಬ್ಬಳ್ಳಿ, ಧಾರವಾಡ, ಶಿವಮೊಗ್ಗ, ದಾವಣಗೆರೆ ಸೇರಿದಂತೆ ವಿವಿಧೆಡೆ ಪ್ರದರ್ಶನಗೊಳ್ಳಲಿದೆ. ಡಿ.24 ಮತ್ತು 25 ರಂದು ಸಂಜೆ 6 ಗಂಟೆಗೆ ನಾಟಕದ 13 ಮತ್ತು 14ನೇ ಪ್ರದರ್ಶನವನ್ನು ಏರ್ಪಡಿಸಲಾಗಿದೆ. xyxy=(97,1305,495,1423)
story2-headline: ಕಡಿಮೆ ವೆಚ್ಚದಲ್ಲಿ ಉತ್ತಮ ಸೇವೆ xyxy=(164,492,428,522)
story12-lead: ಬೆಂಗಳೂರು, ಡಿ. 19 (ಕೆಂಎನ್)–ಬೆಳಗಾವಿಯ ಸುವರ್ಣಸೌಧದಲ್ಲಿ ಸೋಮವಾರ ಆರಂಭವಾದ ಚಳಿಗಾಲ ಅಧಿವೇಶನದಲ್ಲಿ ಇತ್ತೀಚೆಗೆ ನಿಧನರಾದ ಮಾಜಿ ಸಚಿವರು ಸೇರಿದಂತೆ ಗಣ್ಯರಿಗೆ ಸಂತಾಪ ಸೂಚಿಸಲಾಯಿತು. xyxy=(1100,1308,1208,1493)
story11-headline-b: ಶಿಕ್ಷಣ ಸಂಸ್ಥೆಗಳ ಮೇಲೆ CBI ದಾಳಿ xyxy=(567,1282,1028,1329)
dot-cyan xyxy=(83,2305,95,2317)
story4-photo xyxy=(1100,535,1489,673)
story8-online-text: ನಾಟಕ ಪ್ರದರ್ಶನ ನಡೆಯುವ ಸ್ಥಳಗಳಲ್ಲಿ ಅಲ್ಲದೆ ಆನ್‌ಲೈನ್ ಮೂಲಕ ಟಿಕೆಟ್ ಖರೀದಿಗೆ ಅವಕಾಶ ನೀಡಲಾಗಿದೆ. xyxy=(97,1599,495,1636)
lead-photo-caption: ಕಬ್ಬು ಮತ್ತು ಹಾಲಿಗೆ ಬೆಲೆಯ ನಿಗದಿಯಂತೆ ಆಗ್ರಹಿಸಿ ರಾಜ್ಯ ರೈತ ಸಂಘ ಸೇರಿದಂತೆ ವಿವಿಧ ಸಂಘಟನೆಗಳು ಕರೆ ನೀಡಿದ್ದ ಮಂಡ್ಯ ನಗರ ಬಂದ್ ವೇಳೆ ಸಂಜಯ ವೃತ್ತದ ಬಳಿ ಜಮಾಯಿಸಿದ ಪ್ರತಿಭಟನಾಕಾರರು xyxy=(97,436,679,481)
mla-meeting-image xyxy=(665,539,941,686)
paper-name: ಮೈಸೂರು ಮಿತ್ರ xyxy=(966,87,1097,116)
story2-sub1: ಆದಿಚುಂಚನಗಿರಿ ಸೂಪರ್ ಸ್ಪೆಷಾಲಿಟಿ xyxy=(188,530,404,552)
